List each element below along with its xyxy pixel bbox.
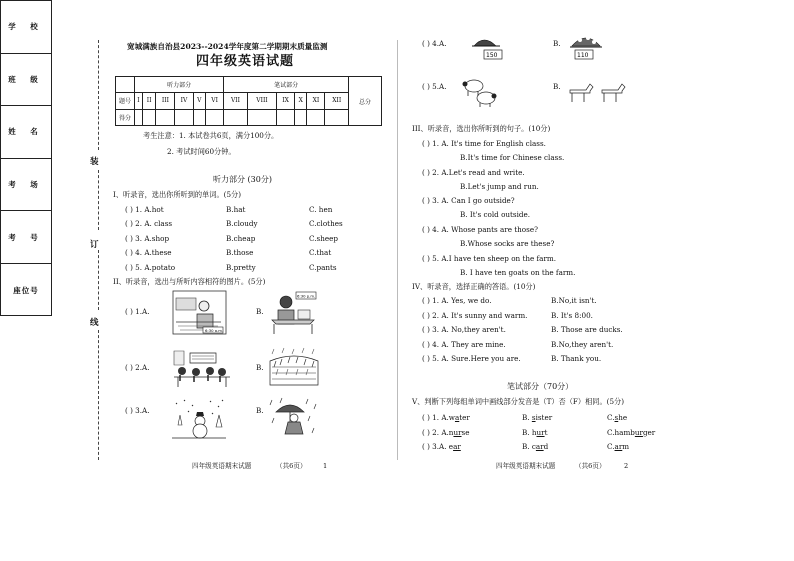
footer-left-page-number: 1 <box>323 462 328 470</box>
class-label: 班 级 <box>8 74 44 84</box>
s4-q3-option-a[interactable]: ( ) 3. A. No,they aren't. <box>422 325 506 334</box>
listening-section-title: 听力部分 (30分) <box>213 175 272 184</box>
s2-q5-option-a[interactable]: ( ) 5.A. <box>422 82 447 91</box>
score-cell[interactable] <box>175 109 193 125</box>
s4-q4-option-b[interactable]: B.No,they aren't. <box>551 340 614 349</box>
footer-right-page-number: 2 <box>624 462 629 470</box>
name-field[interactable] <box>1 106 51 159</box>
s4-q1-option-b[interactable]: B.No,it isn't. <box>551 296 597 305</box>
s2-q3-option-b[interactable]: B. <box>256 406 264 415</box>
s3-q2-option-b[interactable]: B.Let's jump and run. <box>460 182 539 191</box>
s5-q1-option-b[interactable] <box>522 414 552 421</box>
s5-q2-option-c[interactable] <box>607 429 655 436</box>
section-1-title: I、听录音，选出你所听到的单词。(5分) <box>113 190 242 199</box>
s2-q1-option-b[interactable]: B. <box>256 307 264 316</box>
school-label: 学 校 <box>8 22 44 32</box>
s2-q2-option-b[interactable]: B. <box>256 363 264 372</box>
s1-q1-option-b[interactable]: B.hat <box>226 205 246 214</box>
price-tag-150: 150 <box>486 52 498 59</box>
footer-left-pages: （共6页） <box>276 462 307 470</box>
section-4-title: IV、听录音，选择正确的答语。(10分) <box>412 282 536 291</box>
score-cell[interactable] <box>142 109 156 125</box>
seat-number-label: 座位号 <box>13 285 39 295</box>
hat-price-tag-picture[interactable] <box>566 32 606 62</box>
page-divider <box>397 40 398 460</box>
s3-q1-option-b[interactable]: B.It's time for Chinese class. <box>460 153 565 162</box>
boy-waking-morning-picture[interactable] <box>172 290 227 335</box>
s1-q5-option-c[interactable]: C.pants <box>309 263 337 272</box>
s5-q1-word-a-end: ter <box>459 413 470 422</box>
s5-q1-word-b-start: B. <box>522 413 532 422</box>
section-5-title: V、判断下列每组单词中画线部分发音是（T）否（F）相同。(5分) <box>412 397 625 406</box>
s2-q1-option-a[interactable]: ( ) 1.A. <box>125 307 150 316</box>
s3-q4-option-a[interactable]: ( ) 4. A. Whose pants are those? <box>422 225 538 234</box>
s5-q3-word-c-underlined: ar <box>614 442 623 451</box>
question-number-label: 题号 <box>116 93 135 109</box>
binding-line <box>98 40 99 150</box>
col-header: II <box>142 93 156 109</box>
notice-line-2: 2. 考试时间60分钟。 <box>167 147 236 156</box>
school-field[interactable] <box>1 1 51 54</box>
class-field[interactable] <box>1 54 51 107</box>
s1-q4-option-a[interactable]: ( ) 4. A.these <box>125 248 172 257</box>
score-cell[interactable] <box>135 109 143 125</box>
footer-left-title: 四年级英语期末试题 <box>192 462 252 470</box>
section-2-title: II、听录音，选出与所听内容相符的图片。(5分) <box>113 277 266 286</box>
s1-q5-option-a[interactable]: ( ) 5. A.potato <box>125 263 176 272</box>
exam-header: 宽城满族自治县2023--2024学年度第二学期期末质量监测 <box>127 42 328 51</box>
s5-q3-label: ( ) 3.A. <box>422 442 447 451</box>
s5-q3-word-c-start: C. <box>607 442 615 451</box>
score-cell[interactable] <box>325 109 349 125</box>
notice-line-1: 考生注意：1. 本试卷共6页，满分100分。 <box>143 131 279 140</box>
clock-6-30-pm: 6:30 p.m. <box>297 293 316 299</box>
s5-q3-word-b-underlined: ar <box>535 442 544 451</box>
binding-line <box>98 170 99 230</box>
s5-q1-word-b-end: ister <box>535 413 553 422</box>
col-header: III <box>156 93 175 109</box>
s5-q3-word-a-underlined: ar <box>453 442 461 451</box>
s2-q3-option-a[interactable]: ( ) 3.A. <box>125 406 150 415</box>
listening-group-header: 听力部分 <box>135 77 224 93</box>
s5-q1[interactable] <box>422 414 470 421</box>
s4-q2-option-a[interactable]: ( ) 2. A. It's sunny and warm. <box>422 311 528 320</box>
student-info-box <box>0 0 52 316</box>
s2-q2-option-a[interactable]: ( ) 2.A. <box>125 363 150 372</box>
score-cell[interactable] <box>224 109 248 125</box>
s3-q3-option-b[interactable]: B. It's cold outside. <box>460 210 531 219</box>
s3-q5-option-a[interactable]: ( ) 5. A.I have ten sheep on the farm. <box>422 254 556 263</box>
seat-number-field[interactable] <box>1 264 51 317</box>
score-cell[interactable] <box>193 109 206 125</box>
col-header: XII <box>325 93 349 109</box>
s1-q2-option-c[interactable]: C.clothes <box>309 219 343 228</box>
s1-q5-option-b[interactable]: B.pretty <box>226 263 256 272</box>
writing-group-header: 笔试部分 <box>224 77 349 93</box>
s5-q2-word-a-end: se <box>461 428 470 437</box>
s3-q4-option-b[interactable]: B.Whose socks are these? <box>460 239 555 248</box>
exam-number-field[interactable] <box>1 211 51 264</box>
s5-q2-label: ( ) 2. A. <box>422 428 449 437</box>
binding-mark-zhuang: 装 <box>90 157 99 167</box>
s4-q5-option-b[interactable]: B. Thank you. <box>551 354 602 363</box>
s5-q1-word-a-start: w <box>448 413 455 422</box>
col-header: X <box>295 93 307 109</box>
exam-room-field[interactable] <box>1 159 51 212</box>
s2-q4-option-b[interactable]: B. <box>553 39 561 48</box>
writing-section-title: 笔试部分（70分） <box>507 382 574 391</box>
section-3-title: III、听录音，选出你所听到的句子。(10分) <box>412 124 551 133</box>
binding-mark-xian: 线 <box>90 318 99 328</box>
s5-q2-word-b-start: B. h <box>522 428 537 437</box>
s2-q4-option-a[interactable]: ( ) 4.A. <box>422 39 447 48</box>
s5-q1-word-c-underlined: s <box>614 413 619 422</box>
score-cell[interactable] <box>277 109 295 125</box>
s5-q2-word-c-underlined: ur <box>634 428 643 437</box>
col-header: I <box>135 93 143 109</box>
s5-q1-option-c[interactable] <box>607 414 627 421</box>
footer-right-title: 四年级英语期末试题 <box>496 462 556 470</box>
s5-q1-label: ( ) 1. A. <box>422 413 449 422</box>
exam-room-label: 考 场 <box>8 180 44 190</box>
s1-q2-option-b[interactable]: B.cloudy <box>226 219 258 228</box>
s5-q2-word-c-start: C.hamb <box>607 428 635 437</box>
s4-q3-option-b[interactable]: B. Those are ducks. <box>551 325 623 334</box>
s5-q3-word-b-start: B. c <box>522 442 536 451</box>
s5-q2-option-b[interactable] <box>522 429 547 436</box>
s1-q3-option-b[interactable]: B.cheap <box>226 234 256 243</box>
classroom-students-picture[interactable] <box>170 347 232 389</box>
exam-number-label: 考 号 <box>8 232 44 242</box>
s5-q2-word-b-underlined: ur <box>536 428 545 437</box>
price-tag-110: 110 <box>577 52 589 59</box>
binding-mark-ding: 订 <box>90 240 99 250</box>
s2-q5-option-b[interactable]: B. <box>553 82 561 91</box>
s5-q3-option-c[interactable] <box>607 443 629 450</box>
score-cell[interactable] <box>307 109 325 125</box>
col-header: IV <box>175 93 193 109</box>
s5-q2-word-c-end: ger <box>642 428 656 437</box>
s4-q1-option-a[interactable]: ( ) 1. A. Yes, we do. <box>422 296 492 305</box>
s5-q2[interactable] <box>422 429 469 436</box>
s3-q3-option-a[interactable]: ( ) 3. A. Can I go outside? <box>422 196 515 205</box>
score-cell[interactable] <box>247 109 276 125</box>
score-cell[interactable] <box>295 109 307 125</box>
s5-q2-word-a-underlined: ur <box>453 428 462 437</box>
s5-q3-word-b-end: d <box>543 442 549 451</box>
clock-6-30-am: 6:30 a.m. <box>205 328 224 333</box>
s4-q4-option-a[interactable]: ( ) 4. A. They are mine. <box>422 340 506 349</box>
s5-q1-word-b-underlined: s <box>531 413 536 422</box>
s4-q2-option-b[interactable]: B. It's 8:00. <box>551 311 593 320</box>
score-table <box>115 76 382 126</box>
boy-reading-evening-picture[interactable] <box>268 290 318 335</box>
s1-q3-option-c[interactable]: C.sheep <box>309 234 338 243</box>
horses-picture[interactable] <box>566 76 630 106</box>
binding-line <box>98 250 99 310</box>
name-label: 姓 名 <box>8 127 44 137</box>
exam-title: 四年级英语试题 <box>196 54 295 69</box>
s1-q3-option-a[interactable]: ( ) 3. A.shop <box>125 234 170 243</box>
s5-q3[interactable] <box>422 443 461 450</box>
s3-q1-option-a[interactable]: ( ) 1. A. It's time for English class. <box>422 139 546 148</box>
s1-q1-option-a[interactable]: ( ) 1. A.hot <box>125 205 164 214</box>
binding-line <box>98 330 99 460</box>
col-header: VII <box>224 93 248 109</box>
s5-q1-word-c-end: he <box>618 413 628 422</box>
s5-q2-word-b-end: t <box>544 428 548 437</box>
cap-price-tag-picture[interactable] <box>466 32 506 62</box>
s3-q5-option-b[interactable]: B. I have ten goats on the farm. <box>460 268 576 277</box>
sheep-picture[interactable] <box>460 74 498 108</box>
col-header: VIII <box>247 93 276 109</box>
score-cell[interactable] <box>206 109 224 125</box>
col-header: XI <box>307 93 325 109</box>
stadium-rain-picture[interactable] <box>268 347 320 389</box>
s5-q3-word-c-end: m <box>622 442 630 451</box>
total-score-cell: 总分 <box>349 77 382 126</box>
score-row-label: 得分 <box>116 109 135 125</box>
s1-q1-option-c[interactable]: C. hen <box>309 205 333 214</box>
s1-q4-option-c[interactable]: C.that <box>309 248 332 257</box>
s1-q2-option-a[interactable]: ( ) 2. A. class <box>125 219 173 228</box>
s5-q3-word-a-start: e <box>446 442 454 451</box>
s4-q5-option-a[interactable]: ( ) 5. A. Sure.Here you are. <box>422 354 521 363</box>
snowman-picture[interactable] <box>170 397 228 439</box>
footer-right-pages: （共6页） <box>575 462 606 470</box>
col-header: IX <box>277 93 295 109</box>
s1-q4-option-b[interactable]: B.those <box>226 248 254 257</box>
s5-q2-word-a-start: n <box>448 428 454 437</box>
col-header: V <box>193 93 206 109</box>
s3-q2-option-a[interactable]: ( ) 2. A.Let's read and write. <box>422 168 525 177</box>
s5-q1-word-c-start: C. <box>607 413 615 422</box>
col-header: VI <box>206 93 224 109</box>
score-cell[interactable] <box>156 109 175 125</box>
s5-q3-option-b[interactable] <box>522 443 548 450</box>
s5-q1-word-a-underlined: a <box>454 413 460 422</box>
girl-umbrella-rain-picture[interactable] <box>268 396 320 440</box>
